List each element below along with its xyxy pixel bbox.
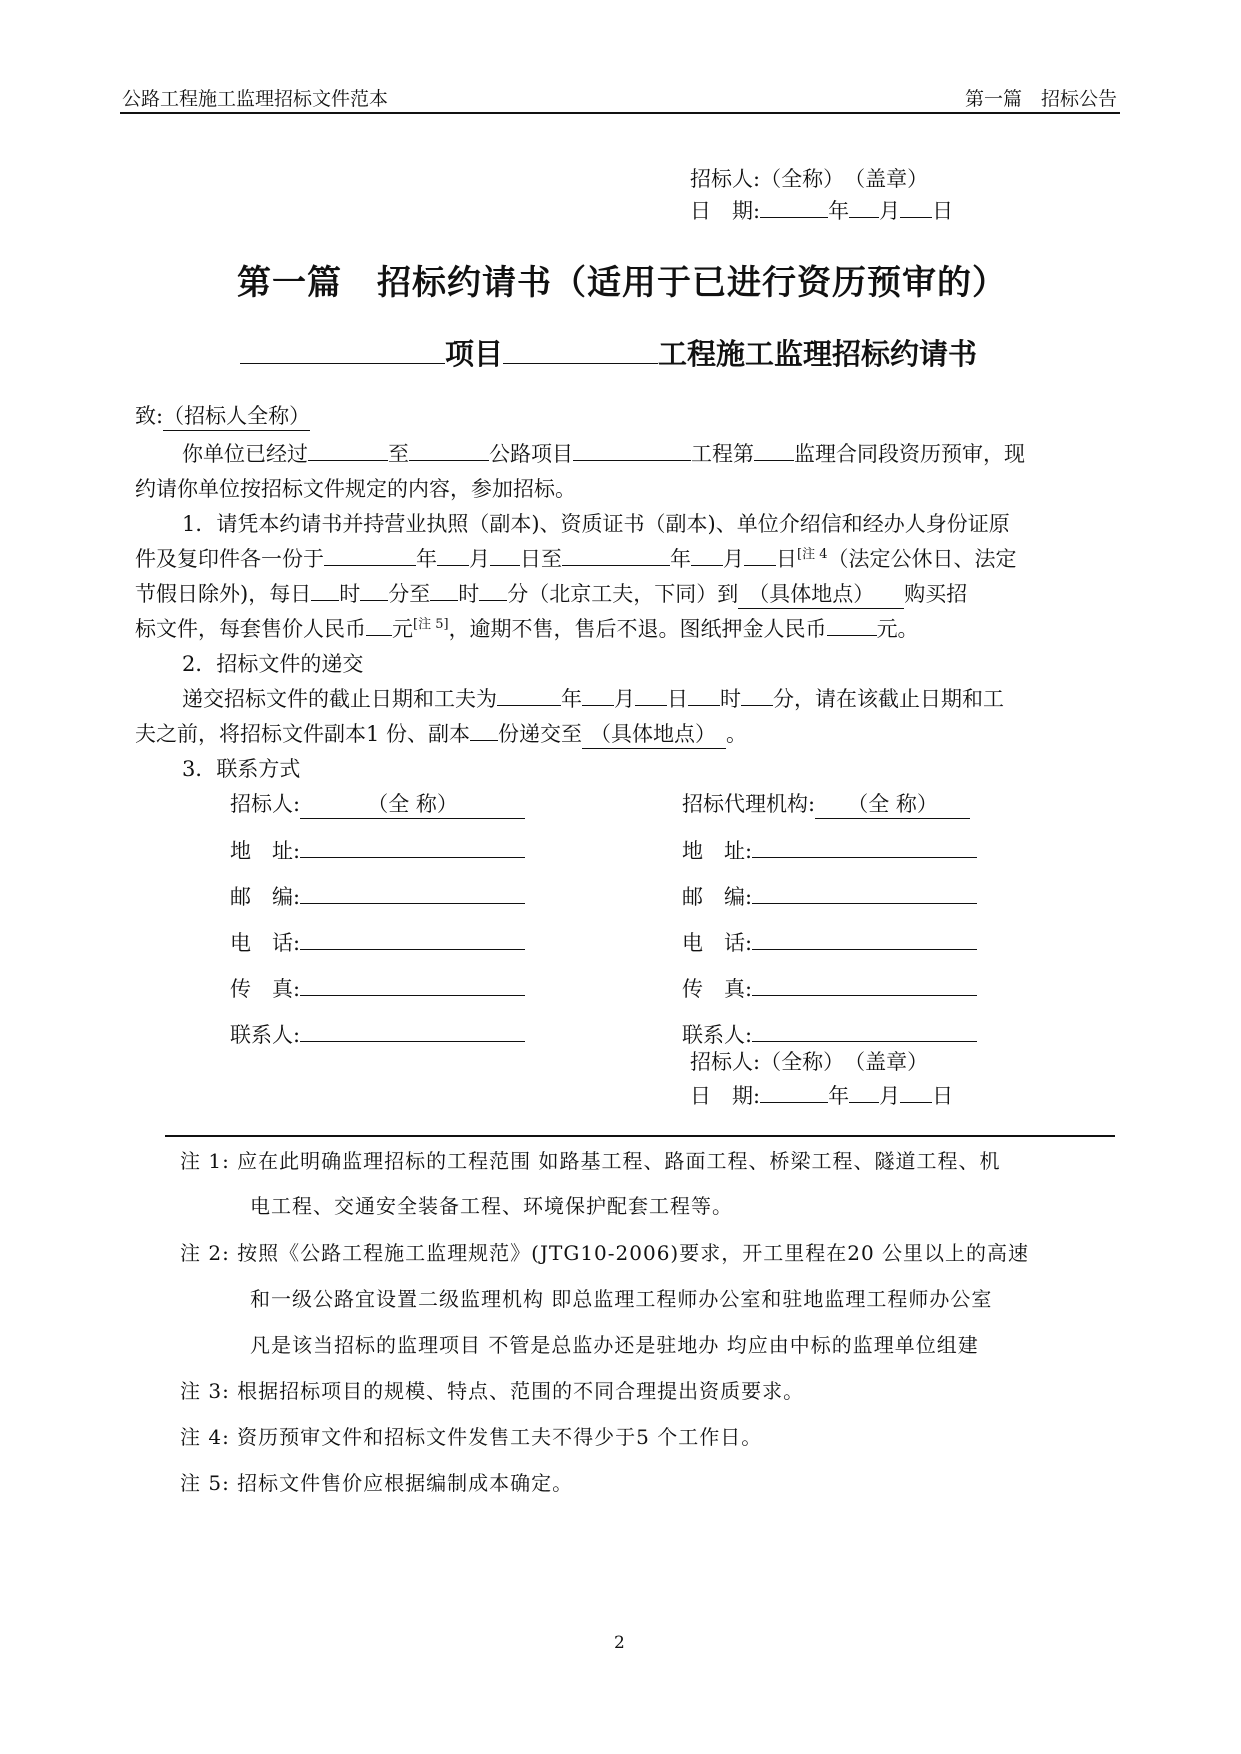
note-3: 注 3: 根据招标项目的规模、特点、范围的不同合理提出资质要求。 <box>180 1379 805 1403</box>
note-4: 注 4: 资历预审文件和招标文件发售工夫不得少于5 个工作日。 <box>180 1425 763 1449</box>
item-2-line-2: 夫之前，将招标文件副本1 份、副本 份递交至 （具体地点） 。 <box>135 718 747 749</box>
addressee: 致:（招标人全称） <box>135 400 310 431</box>
notes-divider <box>165 1135 1115 1137</box>
contact-left-name: 招标人: （全 称） <box>230 788 525 819</box>
contact-right-person: 联系人: <box>682 1019 977 1049</box>
paragraph-1-line-1: 你单位已经过 至 公路项目 工程第 监理合同段资历预审，现 <box>182 438 1025 468</box>
signer-top: 招标人:（全称） （盖章） <box>690 167 929 191</box>
item-2-line-1: 递交招标文件的截止日期和工夫为 年 月 日 时 分，请在该截止日期和工 <box>182 683 1004 713</box>
item-2-title: 2．招标文件的递交 <box>182 652 364 676</box>
page-number: 2 <box>614 1633 625 1653</box>
note-2-line-3: 凡是该当招标的监理项目 不管是总监办还是驻地办 均应由中标的监理单位组建 <box>250 1333 979 1357</box>
contact-left-address: 地 址: <box>230 835 525 865</box>
note-5: 注 5: 招标文件售价应根据编制成本确定。 <box>180 1471 574 1495</box>
contact-right-fax: 传 真: <box>682 973 977 1003</box>
header-left: 公路工程施工监理招标文件范本 <box>122 88 389 110</box>
contact-left-postcode: 邮 编: <box>230 881 525 911</box>
date-bottom: 日 期: 年 月 日 <box>690 1080 953 1110</box>
contact-right-name: 招标代理机构: （全 称） <box>682 788 970 819</box>
item-1-line-3: 节假日除外)，每日 时 分至 时 分（北京工夫，下同）到 （具体地点） 购买招 <box>135 578 967 609</box>
date-top: 日 期: 年 月 日 <box>690 195 953 225</box>
note-2-line-1: 注 2: 按照《公路工程施工监理规范》(JTG10-2006)要求，开工里程在20 公里以上的高速 <box>180 1241 1030 1265</box>
page-title: 第一篇 招标约请书（适用于已进行资历预审的） <box>237 263 1007 303</box>
invitation-title: 项目 工程施工监理招标约请书 <box>240 332 977 373</box>
note-1-line-2: 电工程、交通安全装备工程、环境保护配套工程等。 <box>250 1194 733 1218</box>
contact-left-fax: 传 真: <box>230 973 525 1003</box>
contact-right-phone: 电 话: <box>682 927 977 957</box>
note-1-line-1: 注 1: 应在此明确监理招标的工程范围 如路基工程、路面工程、桥梁工程、隧道工程、机 <box>180 1149 1001 1173</box>
item-1-line-4: 标文件，每套售价人民币 元[注 5]，逾期不售，售后不退。图纸押金人民币 元。 <box>135 613 919 643</box>
contact-right-address: 地 址: <box>682 835 977 865</box>
item-1-line-2: 件及复印件各一份于 年 月 日至 年 月 日$^{[注 4}$（法定公休日、法定 <box>135 543 1016 573</box>
item-3-title: 3．联系方式 <box>182 757 301 781</box>
contact-left-person: 联系人: <box>230 1019 525 1049</box>
item-1-line-1: 1．请凭本约请书并持营业执照（副本)、资质证书（副本)、单位介绍信和经办人身份证原 <box>182 512 1010 536</box>
contact-left-phone: 电 话: <box>230 927 525 957</box>
paragraph-1-line-2: 约请你单位按招标文件规定的内容，参加招标。 <box>135 477 576 501</box>
header-right: 第一篇 招标公告 <box>964 88 1117 110</box>
contact-right-postcode: 邮 编: <box>682 881 977 911</box>
header-divider <box>120 112 1120 114</box>
note-2-line-2: 和一级公路宜设置二级监理机构 即总监理工程师办公室和驻地监理工程师办公室 <box>250 1287 993 1311</box>
signer-bottom: 招标人:（全称） （盖章） <box>690 1050 929 1074</box>
